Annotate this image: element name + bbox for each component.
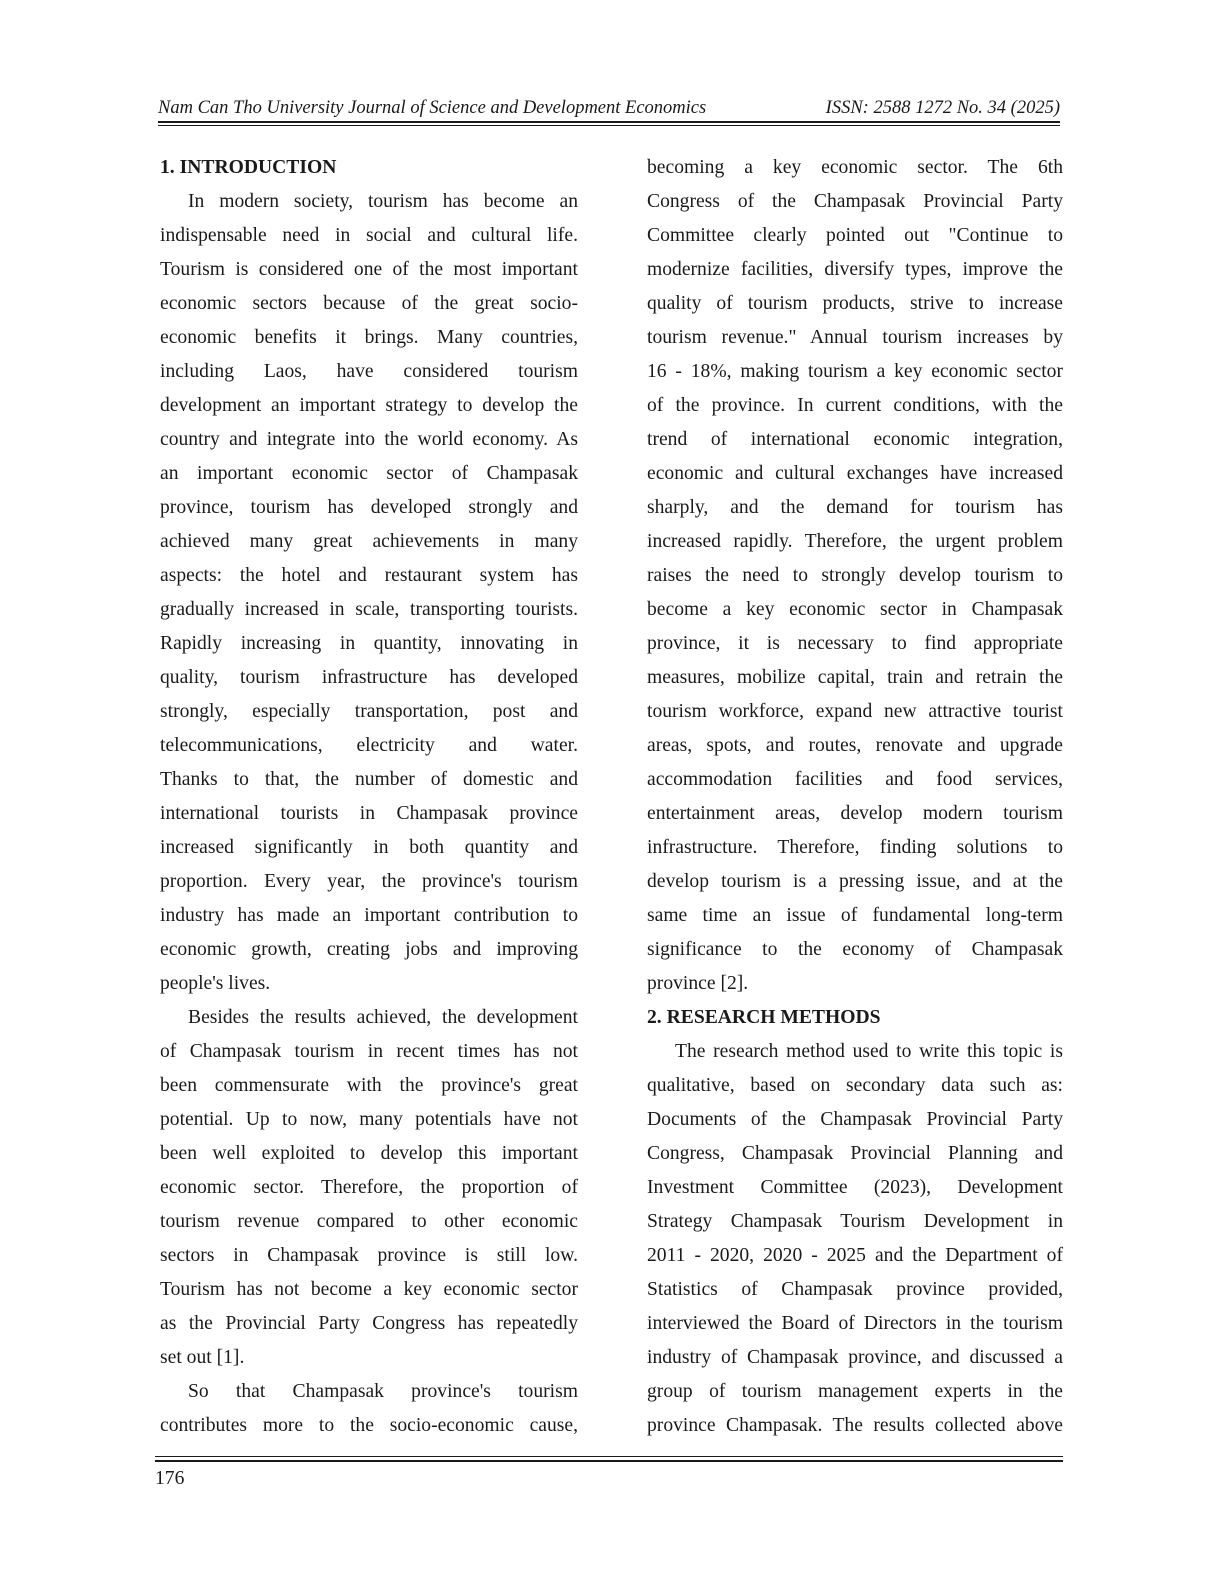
text-line: an important economic sector of Champasak [160,463,578,484]
text-line: 2011 - 2020, 2020 - 2025 and the Department of [647,1245,1063,1266]
text-line: infrastructure. Therefore, finding solutions to [647,837,1063,858]
text-line: sharply, and the demand for tourism has [647,497,1063,518]
text-line: areas, spots, and routes, renovate and upgrade [647,735,1063,756]
page-header [158,96,1060,124]
text-line: modernize facilities, diversify types, improve the [647,259,1063,280]
text-line: group of tourism management experts in the [647,1381,1063,1402]
text-line: industry of Champasak province, and discussed a [647,1347,1063,1368]
text-line: The research method used to write this topic is [675,1041,1063,1062]
text-line: Congress of the Champasak Provincial Party [647,191,1063,212]
section-heading-research-methods: 2. RESEARCH METHODS [647,1007,881,1028]
text-line: quality, tourism infrastructure has developed [160,667,578,688]
page-number: 176 [155,1468,185,1489]
text-line: Committee clearly pointed out "Continue to [647,225,1063,246]
text-line: Thanks to that, the number of domestic and [160,769,578,790]
text-line: been well exploited to develop this important [160,1143,578,1164]
text-line: people's lives. [160,973,271,994]
text-line: sectors in Champasak province is still low. [160,1245,578,1266]
text-line: development an important strategy to develop the [160,395,578,416]
intro-paragraph-3-continued [647,151,1063,1001]
text-line: been commensurate with the province's great [160,1075,578,1096]
left-column [160,151,578,1443]
text-line: measures, mobilize capital, train and retrain the [647,667,1063,688]
text-line: quality of tourism products, strive to increase [647,293,1063,314]
text-line: gradually increased in scale, transporting tourists. [160,599,578,620]
methods-paragraph [647,1035,1063,1443]
text-line: same time an issue of fundamental long-term [647,905,1063,926]
text-line: become a key economic sector in Champasak [647,599,1063,620]
text-line: So that Champasak province's tourism [188,1381,578,1402]
text-line: strongly, especially transportation, post and [160,701,578,722]
text-line: entertainment areas, develop modern tourism [647,803,1063,824]
text-line: Strategy Champasak Tourism Development in [647,1211,1063,1232]
text-line: Rapidly increasing in quantity, innovating in [160,633,578,654]
text-line: contributes more to the socio-economic cause, [160,1415,578,1436]
text-line: province, it is necessary to find appropriate [647,633,1063,654]
text-line: Investment Committee (2023), Development [647,1177,1063,1198]
text-line: increased rapidly. Therefore, the urgent problem [647,531,1063,552]
text-line: Tourism has not become a key economic sector [160,1279,578,1300]
text-line: tourism revenue compared to other economic [160,1211,578,1232]
text-line: achieved many great achievements in many [160,531,578,552]
text-line: economic growth, creating jobs and improving [160,939,578,960]
text-line: develop tourism is a pressing issue, and at the [647,871,1063,892]
text-line: province, tourism has developed strongly and [160,497,578,518]
text-line: international tourists in Champasak province [160,803,578,824]
text-line: as the Provincial Party Congress has repeatedly [160,1313,578,1334]
text-line: telecommunications, electricity and water. [160,735,578,756]
text-line: indispensable need in social and cultural life. [160,225,578,246]
text-line: of the province. In current conditions, with the [647,395,1063,416]
text-line: accommodation facilities and food services, [647,769,1063,790]
text-line: trend of international economic integration, [647,429,1063,450]
journal-title: Nam Can Tho University Journal of Science and Development Economics [158,98,707,118]
text-line: province Champasak. The results collected above [647,1415,1063,1436]
text-line: significance to the economy of Champasak [647,939,1063,960]
text-line: economic and cultural exchanges have increased [647,463,1063,484]
text-line: Tourism is considered one of the most important [160,259,578,280]
text-line: Documents of the Champasak Provincial Party [647,1109,1063,1130]
intro-paragraph-3 [160,1375,578,1443]
text-line: proportion. Every year, the province's tourism [160,871,578,892]
text-line: becoming a key economic sector. The 6th [647,157,1063,178]
header-rule-secondary [158,125,1060,126]
text-line: tourism revenue." Annual tourism increases by [647,327,1063,348]
text-line: Statistics of Champasak province provided, [647,1279,1063,1300]
text-line: increased significantly in both quantity and [160,837,578,858]
text-line: tourism workforce, expand new attractive tourist [647,701,1063,722]
text-line: interviewed the Board of Directors in the tourism [647,1313,1063,1334]
text-line: including Laos, have considered tourism [160,361,578,382]
text-line: economic sector. Therefore, the proportion of [160,1177,578,1198]
section-heading-introduction: 1. INTRODUCTION [160,157,337,178]
footer-rule [155,1460,1063,1462]
text-line: set out [1]. [160,1347,245,1368]
text-line: potential. Up to now, many potentials have not [160,1109,578,1130]
text-line: economic benefits it brings. Many countries, [160,327,578,348]
intro-paragraph-2 [160,1001,578,1375]
intro-paragraph-1 [160,185,578,1001]
text-line: Congress, Champasak Provincial Planning and [647,1143,1063,1164]
text-line: economic sectors because of the great socio- [160,293,578,314]
text-line: 16 - 18%, making tourism a key economic sector [647,361,1063,382]
right-column [647,151,1063,1443]
text-line: In modern society, tourism has become an [188,191,578,212]
text-line: qualitative, based on secondary data such as: [647,1075,1063,1096]
text-line: of Champasak tourism in recent times has not [160,1041,578,1062]
text-line: industry has made an important contribution to [160,905,578,926]
text-line: Besides the results achieved, the development [188,1007,578,1028]
header-rule [158,121,1060,123]
issn-issue: ISSN: 2588 1272 No. 34 (2025) [825,98,1060,118]
text-line: aspects: the hotel and restaurant system has [160,565,578,586]
footer-rule-secondary [155,1456,1063,1457]
text-line: country and integrate into the world economy. As [160,429,578,450]
text-line: raises the need to strongly develop tourism to [647,565,1063,586]
text-line: province [2]. [647,973,749,994]
